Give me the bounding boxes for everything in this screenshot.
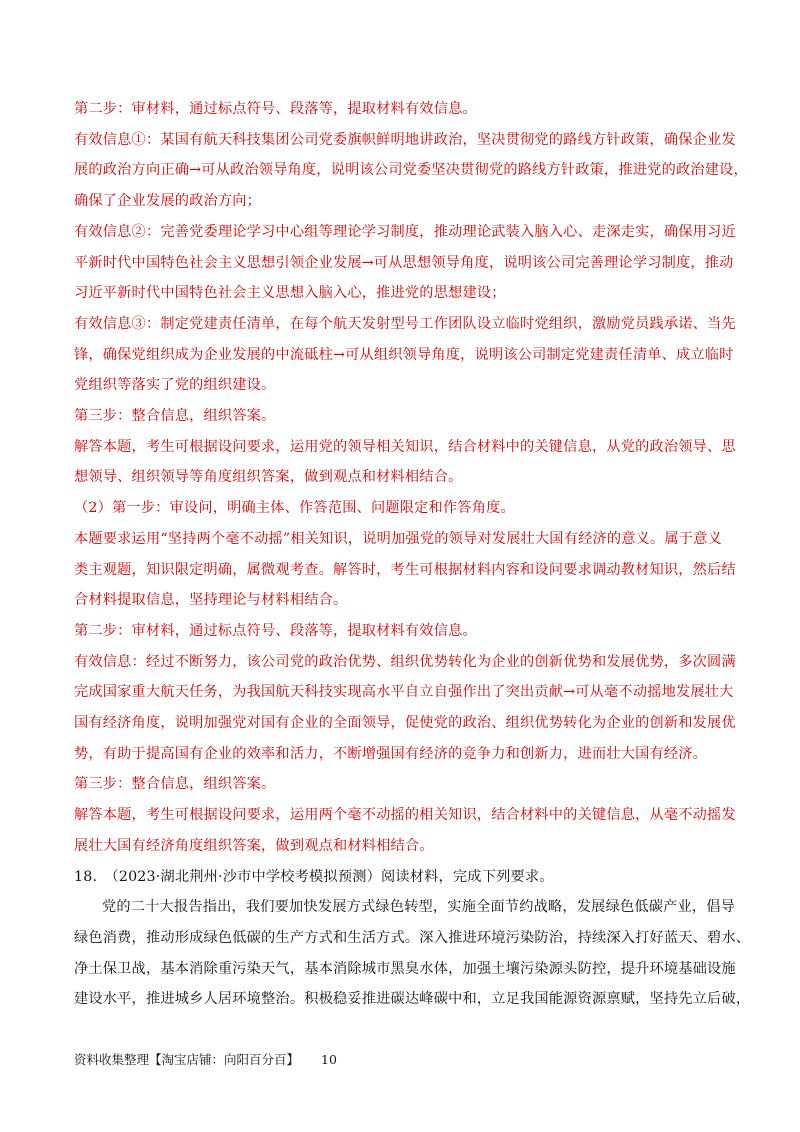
text-line: 展壮大国有经济角度组织答案，做到观点和材料相结合。	[74, 837, 434, 854]
text-line: 有效信息：经过不断努力，该公司党的政治优势、组织优势转化为企业的创新优势和发展优势，多次圆满	[74, 653, 736, 670]
text-line: 第二步：审材料，通过标点符号、段落等，提取材料有效信息。	[74, 622, 477, 639]
text-line: 解答本题，考生可根据设问要求，运用党的领导相关知识，结合材料中的关键信息，从党的政治领导、思	[74, 438, 736, 455]
text-line: 合材料提取信息，坚持理论与材料相结合。	[74, 592, 348, 609]
text-line: 展的政治方向正确→可从政治领导角度，说明该公司党委坚决贯彻党的路线方针政策，推进党的政治建设，	[74, 162, 748, 179]
page-footer	[74, 1050, 337, 1068]
footer-source: 资料收集整理【淘宝店铺：向阳百分百】	[74, 1052, 300, 1067]
text-line: 绿色消费，推动形成绿色低碳的生产方式和生活方式。深入推进环境污染防治，持续深入打好蓝天、碧水、	[74, 929, 751, 946]
text-line: （2）第一步：审设问，明确主体、作答范围、问题限定和作答角度。	[74, 500, 515, 517]
text-line: 势，有助于提高国有企业的效率和活力，不断增强国有经济的竞争力和创新力，进而壮大国有经济。	[74, 745, 708, 762]
text-line: 平新时代中国特色社会主义思想引领企业发展→可从思想领导角度，说明该公司完善理论学习制度，推动	[74, 254, 734, 271]
text-line: 想领导、组织领导等角度组织答案，做到观点和材料相结合。	[74, 469, 463, 486]
text-line: 净土保卫战，基本消除重污染天气，基本消除城市黑臭水体，加强土壤污染源头防控，提升环境基础设施	[74, 960, 736, 977]
text-line: 类主观题，知识限定明确，属微观考查。解答时，考生可根据材料内容和设问要求调动教材知识，然后结	[74, 561, 736, 578]
page-number: 10	[321, 1052, 337, 1067]
document-body	[74, 94, 751, 1015]
text-line: 确保了企业发展的政治方向；	[74, 193, 262, 210]
text-line: 本题要求运用“坚持两个毫不动摇”相关知识，说明加强党的领导对发展壮大国有经济的意义。属于意义	[74, 530, 722, 547]
text-line: 建设水平，推进城乡人居环境整治。积极稳妥推进碳达峰碳中和，立足我国能源资源禀赋，坚持先立后破，	[74, 991, 751, 1008]
text-line: 第三步：整合信息，组织答案。	[74, 776, 276, 793]
text-line: 国有经济角度，说明加强党对国有企业的全面领导，促使党的政治、组织优势转化为企业的创新和发展优	[74, 715, 736, 732]
text-line: 习近平新时代中国特色社会主义思想入脑入心，推进党的思想建设；	[74, 285, 506, 302]
text-line: 解答本题，考生可根据设问要求，运用两个毫不动摇的相关知识，结合材料中的关键信息，从毫不动摇发	[74, 807, 736, 824]
text-line: 有效信息②：完善党委理论学习中心组等理论学习制度，推动理论武装入脑入心、走深走实，确保用习近	[74, 223, 736, 240]
text-line: 有效信息①：某国有航天科技集团公司党委旗帜鲜明地讲政治，坚决贯彻党的路线方针政策，确保企业发	[74, 131, 736, 148]
text-line: 有效信息③：制定党建责任清单，在每个航天发射型号工作团队设立临时党组织，激励党员践承诺、当先	[74, 315, 736, 332]
text-line: 党组织等落实了党的组织建设。	[74, 377, 276, 394]
text-line: 锋，确保党组织成为企业发展的中流砥柱→可从组织领导角度，说明该公司制定党建责任清单、成立临时	[74, 346, 734, 363]
question-heading: 18. （2023·湖北荆州·沙市中学校考模拟预测）阅读材料，完成下列要求。	[74, 868, 554, 885]
text-line: 完成国家重大航天任务，为我国航天科技实现高水平自立自强作出了突出贡献→可从毫不动摇地发展壮大	[74, 684, 734, 701]
text-line: 党的二十大报告指出，我们要加快发展方式绿色转型，实施全面节约战略，发展绿色低碳产业，倡导	[102, 899, 736, 916]
text-line: 第三步：整合信息，组织答案。	[74, 408, 276, 425]
text-line: 第二步：审材料，通过标点符号、段落等，提取材料有效信息。	[74, 101, 477, 117]
